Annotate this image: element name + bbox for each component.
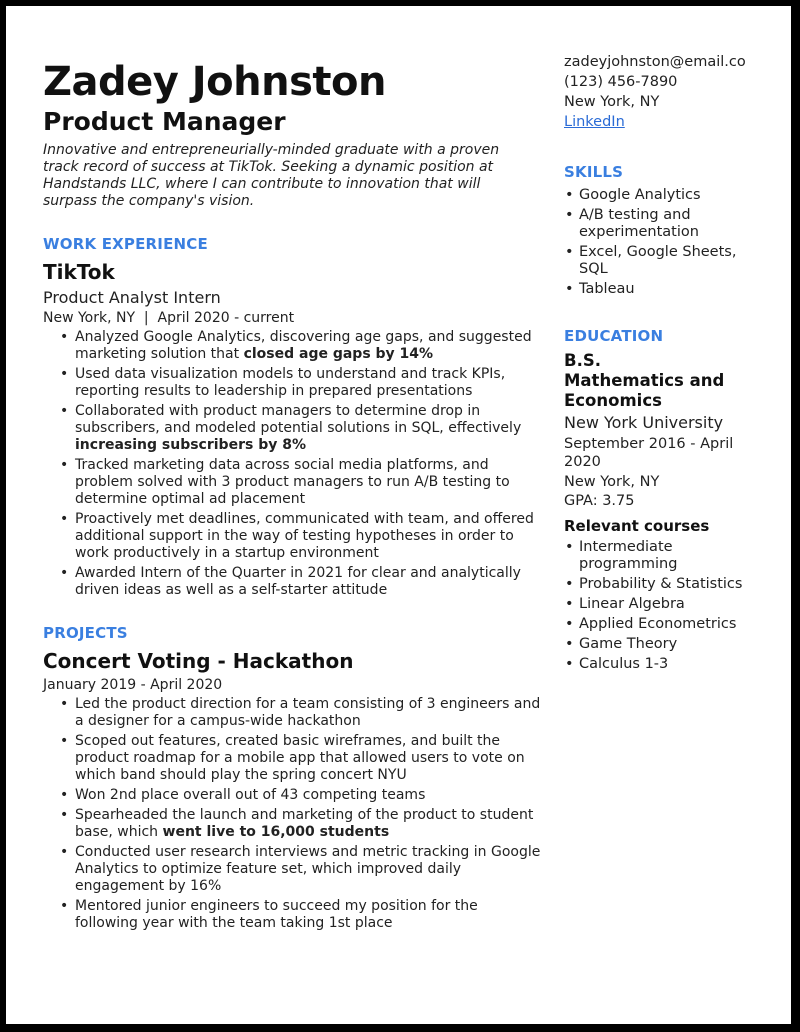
- project-name: Concert Voting - Hackathon: [43, 649, 354, 673]
- skills-section: [564, 162, 764, 298]
- candidate-title: Product Manager: [43, 107, 286, 136]
- list-item: • Tracked marketing data across social media platforms, and problem solved with 3 product managers to run A/B testing to determine optimal ad placement: [43, 457, 543, 508]
- education-location: New York, NY: [564, 474, 660, 490]
- work-bullets: [43, 329, 543, 599]
- job-meta: New York, NY | April 2020 - current: [43, 310, 295, 326]
- major: Mathematics and Economics: [564, 371, 725, 410]
- list-item: [43, 329, 543, 363]
- education-dates: September 2016 - April 2020: [564, 436, 734, 470]
- contact-linkedin-row: [564, 112, 764, 132]
- summary-text: Innovative and entrepreneurially-minded graduate with a proven track record of success at TikTok. Seeking a dynamic position at Handstands LLC, where I can contribute to innovation that will surpass the company's vision.: [43, 142, 500, 209]
- list-item: • Led the product direction for a team consisting of 3 engineers and a designer for a campus-wide hackathon: [43, 696, 543, 730]
- list-item: • Scoped out features, created basic wireframes, and built the product roadmap for a mobile app that allowed users to vote on which band should play the spring concert NYU: [43, 733, 543, 784]
- bullet-text: Collaborated with product managers to determine drop in subscribers, and modeled potential solutions in SQL, effectively: [75, 403, 522, 436]
- contact-email: zadeyjohnston@email.co: [564, 54, 746, 70]
- list-item: • Google Analytics: [564, 187, 764, 204]
- projects-section: [43, 623, 543, 932]
- list-item: [43, 807, 543, 841]
- skills-list: [564, 187, 764, 298]
- bullet-text: Analyzed Google Analytics, discovering age gaps, and suggested marketing solution that: [75, 329, 532, 362]
- contact-location: New York, NY: [564, 94, 660, 110]
- right-column: [564, 52, 764, 676]
- resume-page: [6, 6, 791, 1024]
- list-item: • Linear Algebra: [564, 596, 764, 613]
- bullet-highlight: went live to 16,000 students: [162, 824, 390, 840]
- work-experience-heading: WORK EXPERIENCE: [43, 235, 208, 253]
- contact-phone: (123) 456-7890: [564, 74, 678, 90]
- contact-block: [564, 52, 764, 132]
- left-column: [43, 56, 543, 935]
- school-name: New York University: [564, 413, 724, 432]
- bullet-text: Spearheaded the launch and marketing of the product to student base, which: [75, 807, 534, 840]
- list-item: • Used data visualization models to understand and track KPIs, reporting results to leadership in prepared presentations: [43, 366, 543, 400]
- list-item: • Mentored junior engineers to succeed my position for the following year with the team taking 1st place: [43, 898, 543, 932]
- list-item: • Calculus 1-3: [564, 656, 764, 673]
- linkedin-link[interactable]: LinkedIn: [564, 114, 625, 130]
- skills-heading: SKILLS: [564, 163, 624, 181]
- courses-list: [564, 539, 764, 673]
- job-role: Product Analyst Intern: [43, 288, 221, 307]
- bullet-highlight: increasing subscribers by 8%: [75, 437, 306, 453]
- project-dates: January 2019 - April 2020: [43, 677, 223, 693]
- list-item: • Game Theory: [564, 636, 764, 653]
- list-item: • Proactively met deadlines, communicated with team, and offered additional support in the way of testing hypotheses in order to work productively in a startup environment: [43, 511, 543, 562]
- degree: B.S.: [564, 351, 601, 370]
- education-section: [564, 326, 764, 673]
- list-item: • Intermediate programming: [564, 539, 764, 573]
- list-item: • Probability & Statistics: [564, 576, 764, 593]
- list-item: • Applied Econometrics: [564, 616, 764, 633]
- bullet-highlight: closed age gaps by 14%: [243, 346, 434, 362]
- list-item: • Excel, Google Sheets, SQL: [564, 244, 764, 278]
- list-item: • Tableau: [564, 281, 764, 298]
- candidate-name: Zadey Johnston: [43, 59, 386, 105]
- projects-heading: PROJECTS: [43, 624, 128, 642]
- list-item: • A/B testing and experimentation: [564, 207, 764, 241]
- education-heading: EDUCATION: [564, 327, 664, 345]
- list-item: • Won 2nd place overall out of 43 competing teams: [43, 787, 543, 804]
- gpa: GPA: 3.75: [564, 493, 635, 509]
- project-bullets: [43, 696, 543, 932]
- list-item: • Conducted user research interviews and metric tracking in Google Analytics to optimize feature set, which improved daily engagement by 16%: [43, 844, 543, 895]
- work-experience-section: [43, 234, 543, 599]
- courses-heading: Relevant courses: [564, 517, 710, 535]
- list-item: • Awarded Intern of the Quarter in 2021 for clear and analytically driven ideas as well as a self-starter attitude: [43, 565, 543, 599]
- list-item: [43, 403, 543, 454]
- company-name: TikTok: [43, 260, 115, 284]
